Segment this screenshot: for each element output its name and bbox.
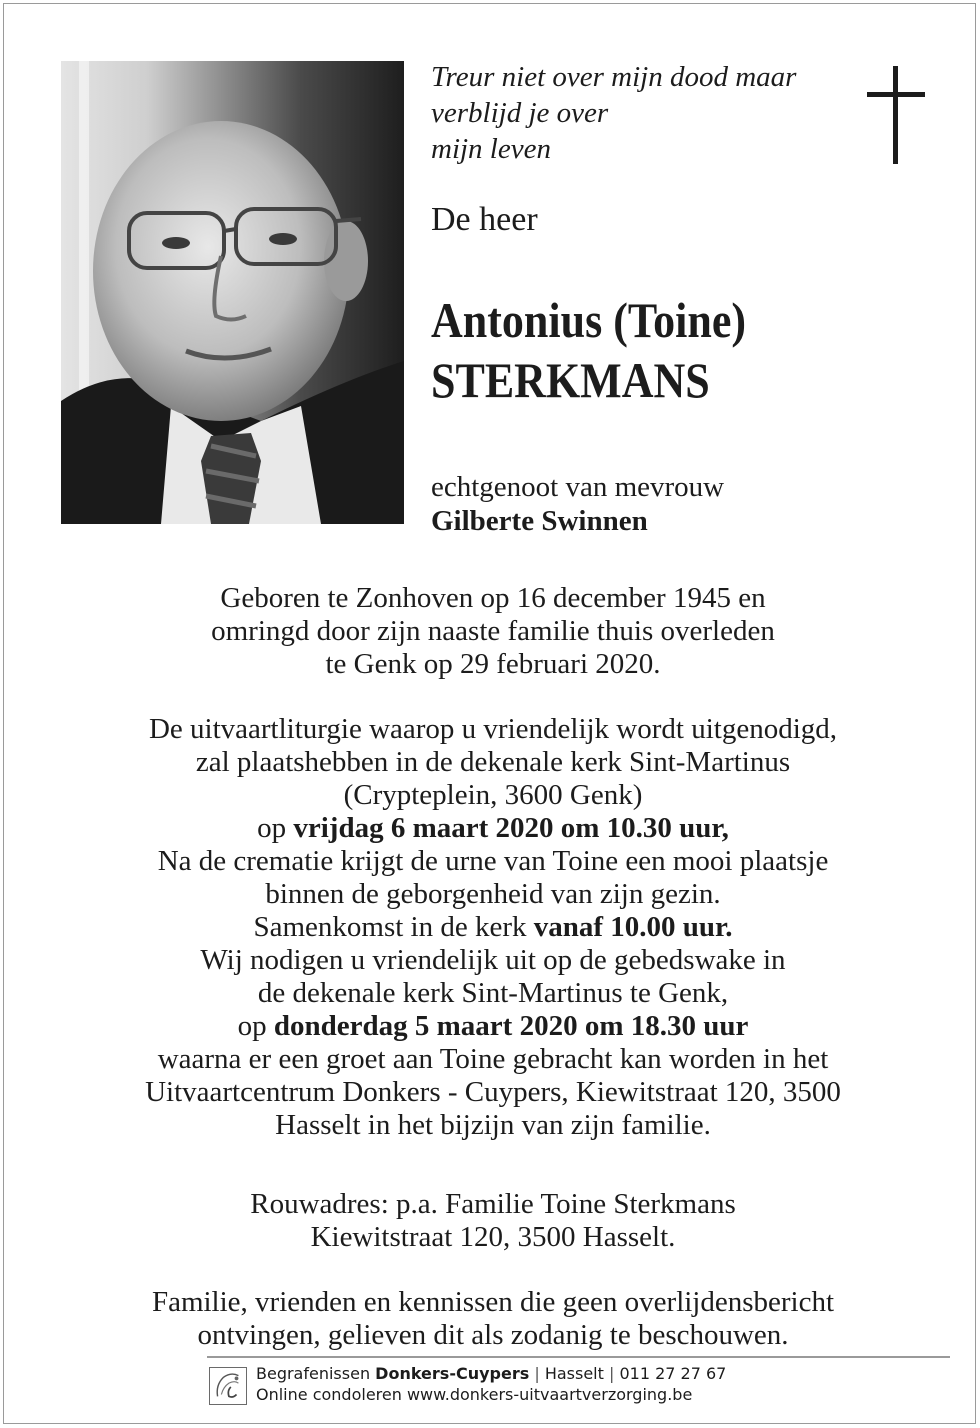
honorific-title: De heer <box>431 201 538 238</box>
footer-city: Hasselt <box>544 1364 604 1383</box>
date-prefix: op <box>257 812 287 844</box>
funeral-home-logo-icon <box>209 1367 247 1405</box>
mourning-address <box>24 1188 962 1254</box>
poem-quote <box>431 59 851 167</box>
obituary-card <box>3 3 976 1424</box>
gathering-prefix: Samenkomst in de kerk <box>253 911 527 943</box>
family-note <box>24 1286 962 1352</box>
spouse-relation: echtgenoot van mevrouw <box>431 471 725 503</box>
wake-date-line <box>24 1010 962 1043</box>
gathering-time: vanaf 10.00 uur. <box>533 911 733 943</box>
footer-online-link[interactable]: Online condoleren www.donkers-uitvaartverzorging.be <box>256 1385 693 1404</box>
text-line: te Genk op 29 februari 2020. <box>325 648 661 680</box>
latin-cross-icon <box>867 66 925 164</box>
text-line: Uitvaartcentrum Donkers - Cuypers, Kiewitstraat 120, 3500 <box>145 1076 841 1108</box>
text-line: Hasselt in het bijzijn van zijn familie. <box>275 1109 711 1141</box>
text-line: binnen de geborgenheid van zijn gezin. <box>265 878 721 910</box>
gathering-line <box>24 911 962 944</box>
footer-company: Donkers-Cuypers <box>375 1364 530 1383</box>
poem-line: Treur niet over mijn dood maar <box>431 61 797 93</box>
footer-company-line: Begrafenissen Donkers-Cuypers | Hasselt | 011 27 27 67 <box>256 1364 727 1383</box>
text-line: (Crypteplein, 3600 Genk) <box>343 779 643 811</box>
ceremony-date: vrijdag 6 maart 2020 om 10.30 uur, <box>293 812 729 844</box>
portrait-photo <box>61 61 404 524</box>
text-line: Na de crematie krijgt de urne van Toine een mooi plaatsje <box>157 845 829 877</box>
text-line: ontvingen, gelieven dit als zodanig te beschouwen. <box>197 1319 789 1351</box>
text-line: zal plaatshebben in de dekenale kerk Sint-Martinus <box>195 746 791 778</box>
footer-phone: 011 27 27 67 <box>619 1364 727 1383</box>
text-line: De uitvaartliturgie waarop u vriendelijk wordt uitgenodigd, <box>148 713 838 745</box>
ceremony-date-line <box>24 812 962 845</box>
portrait-image <box>61 61 404 524</box>
text-line: Geboren te Zonhoven op 16 december 1945 en <box>220 582 766 614</box>
poem-line: mijn leven <box>431 133 551 165</box>
spouse-name: Gilberte Swinnen <box>431 505 648 537</box>
spouse-info <box>431 470 724 538</box>
text-line: waarna er een groet aan Toine gebracht kan worden in het <box>157 1043 829 1075</box>
deceased-name <box>431 290 889 410</box>
text-line: Kiewitstraat 120, 3500 Hasselt. <box>310 1221 676 1253</box>
footer-info <box>256 1363 726 1405</box>
ceremony-paragraph <box>24 713 962 1142</box>
text-line: Wij nodigen u vriendelijk uit op de gebedswake in <box>200 944 786 976</box>
wake-prefix: op <box>237 1010 267 1042</box>
poem-line: verblijd je over <box>431 97 609 129</box>
text-line: Rouwadres: p.a. Familie Toine Sterkmans <box>250 1188 736 1220</box>
footer-divider <box>207 1356 950 1358</box>
last-name: STERKMANS <box>431 352 710 408</box>
footer-prefix: Begrafenissen <box>256 1364 371 1383</box>
text-line: de dekenale kerk Sint-Martinus te Genk, <box>257 977 729 1009</box>
first-name: Antonius (Toine) <box>431 292 747 348</box>
text-line: Familie, vrienden en kennissen die geen overlijdensbericht <box>151 1286 835 1318</box>
birth-death-paragraph <box>24 582 962 681</box>
text-line: omringd door zijn naaste familie thuis overleden <box>211 615 775 647</box>
wake-date: donderdag 5 maart 2020 om 18.30 uur <box>273 1010 749 1042</box>
